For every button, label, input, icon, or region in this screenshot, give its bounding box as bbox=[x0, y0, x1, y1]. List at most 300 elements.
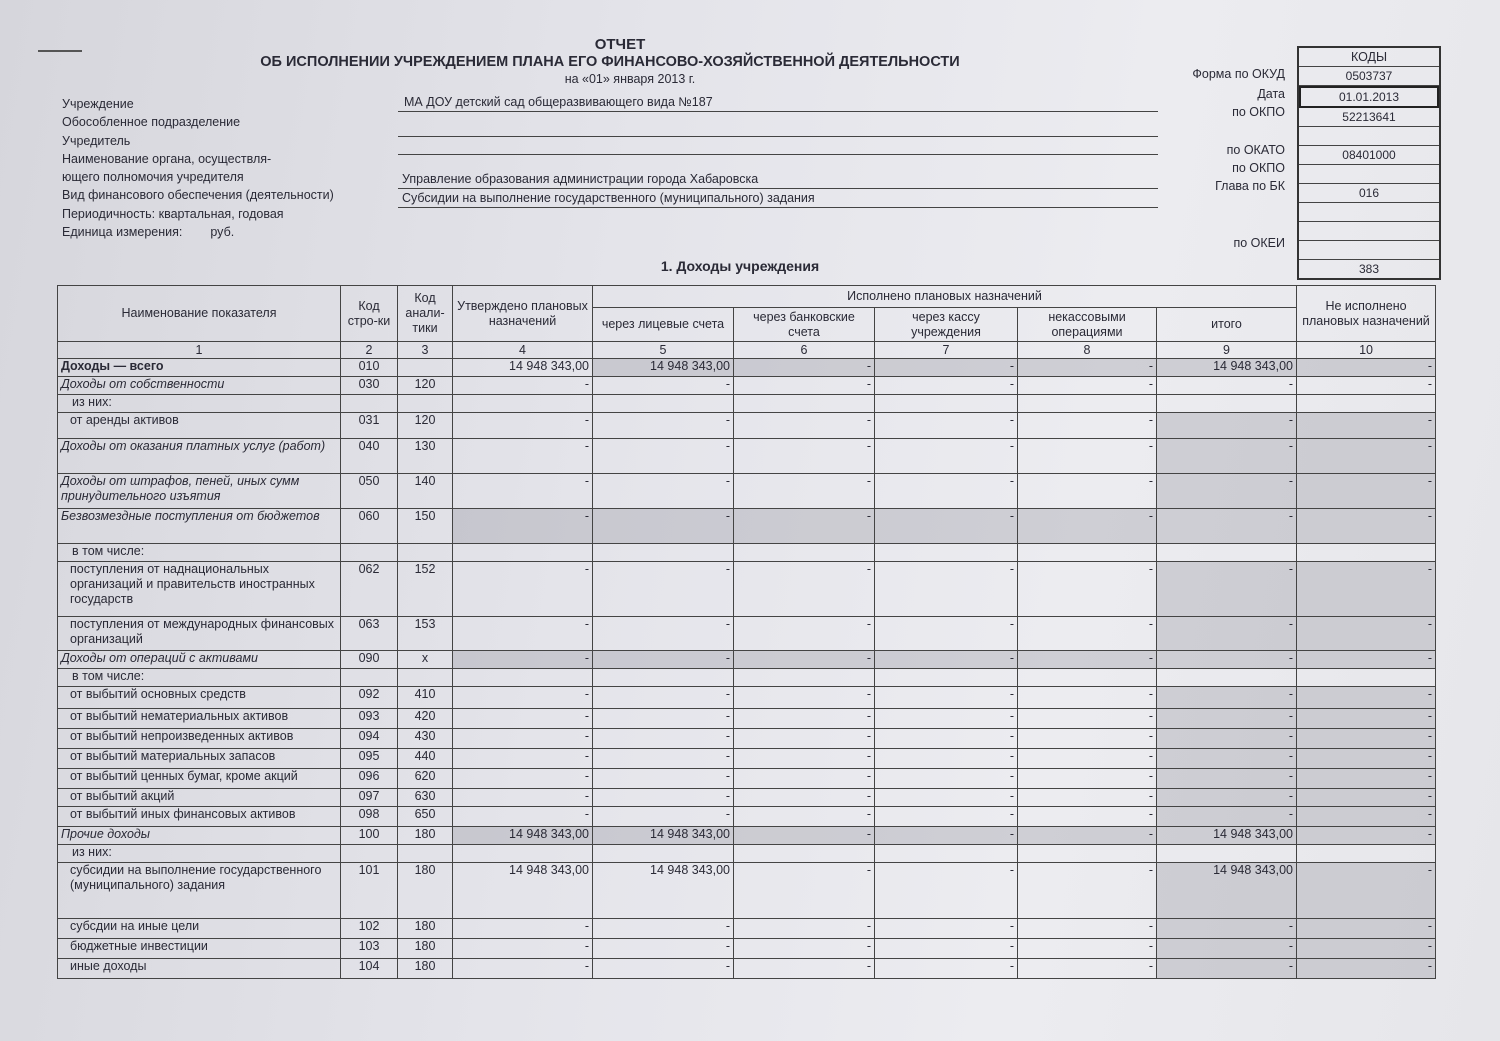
row-via-cash: - bbox=[875, 939, 1018, 959]
row-approved bbox=[453, 845, 593, 863]
meta-label: Периодичность: квартальная, годовая bbox=[62, 206, 284, 221]
row-via-personal: - bbox=[593, 769, 734, 789]
meta-label: Вид финансового обеспечения (деятельности) bbox=[62, 188, 334, 203]
row-approved: - bbox=[453, 919, 593, 939]
row-via-bank: - bbox=[734, 807, 875, 827]
row-via-personal: 14 948 343,00 bbox=[593, 827, 734, 845]
row-via-bank bbox=[734, 845, 875, 863]
code-okato: 08401000 bbox=[1299, 146, 1439, 165]
row-analytics-code: 180 bbox=[398, 863, 453, 919]
row-not-executed: - bbox=[1297, 651, 1436, 669]
row-via-bank: - bbox=[734, 617, 875, 651]
row-code: 031 bbox=[341, 413, 398, 439]
row-via-personal: - bbox=[593, 729, 734, 749]
meta-label: ющего полномочия учредителя bbox=[62, 170, 244, 185]
row-name: от выбытий основных средств bbox=[58, 687, 341, 709]
founder-authority-value: Управление образования администрации города Хабаровска bbox=[402, 172, 759, 186]
row-approved: - bbox=[453, 509, 593, 544]
code-empty bbox=[1299, 222, 1439, 241]
row-approved: - bbox=[453, 687, 593, 709]
table-row bbox=[58, 509, 1436, 544]
unit-row bbox=[62, 223, 334, 241]
row-via-bank: - bbox=[734, 651, 875, 669]
row-via-personal: - bbox=[593, 617, 734, 651]
row-noncash: - bbox=[1018, 474, 1157, 509]
row-name: поступления от наднациональных организаций и правительств иностранных государств bbox=[58, 562, 341, 617]
row-not-executed: - bbox=[1297, 474, 1436, 509]
row-not-executed bbox=[1297, 395, 1436, 413]
row-via-cash: - bbox=[875, 789, 1018, 807]
row-approved: 14 948 343,00 bbox=[453, 827, 593, 845]
row-via-cash bbox=[875, 845, 1018, 863]
row-via-cash: - bbox=[875, 359, 1018, 377]
row-code: 100 bbox=[341, 827, 398, 845]
row-approved: - bbox=[453, 562, 593, 617]
row-name: субсидии на выполнение государственного (муниципального) задания bbox=[58, 863, 341, 919]
row-total: - bbox=[1157, 939, 1297, 959]
row-analytics-code: 410 bbox=[398, 687, 453, 709]
row-via-bank: - bbox=[734, 769, 875, 789]
row-code: 103 bbox=[341, 939, 398, 959]
row-approved: - bbox=[453, 749, 593, 769]
row-noncash: - bbox=[1018, 413, 1157, 439]
row-code bbox=[341, 544, 398, 562]
row-not-executed: - bbox=[1297, 359, 1436, 377]
code-okei: 383 bbox=[1358, 262, 1380, 276]
row-analytics-code: 180 bbox=[398, 919, 453, 939]
row-approved: - bbox=[453, 769, 593, 789]
table-row bbox=[58, 749, 1436, 769]
report-subtitle: ОБ ИСПОЛНЕНИИ УЧРЕЖДЕНИЕМ ПЛАНА ЕГО ФИНАНСОВО-ХОЗЯЙСТВЕННОЙ ДЕЯТЕЛЬНОСТИ bbox=[260, 54, 960, 70]
table-row bbox=[58, 687, 1436, 709]
row-noncash: - bbox=[1018, 789, 1157, 807]
row-via-bank: - bbox=[734, 919, 875, 939]
row-approved: - bbox=[453, 959, 593, 979]
row-analytics-code: 180 bbox=[398, 939, 453, 959]
finance-type-line bbox=[398, 191, 1158, 208]
table-row bbox=[58, 709, 1436, 729]
row-name: от выбытий нематериальных активов bbox=[58, 709, 341, 729]
row-via-bank: - bbox=[734, 687, 875, 709]
row-code bbox=[341, 395, 398, 413]
row-not-executed: - bbox=[1297, 807, 1436, 827]
code-label-glava-bk: Глава по БК bbox=[1215, 179, 1285, 193]
row-code bbox=[341, 845, 398, 863]
row-via-cash: - bbox=[875, 827, 1018, 845]
row-via-bank: - bbox=[734, 939, 875, 959]
row-code bbox=[341, 669, 398, 687]
row-via-cash: - bbox=[875, 413, 1018, 439]
table-row bbox=[58, 439, 1436, 474]
row-analytics-code bbox=[398, 395, 453, 413]
row-via-personal bbox=[593, 395, 734, 413]
code-label-okpo2: по ОКПО bbox=[1232, 161, 1285, 175]
row-code: 104 bbox=[341, 959, 398, 979]
row-approved: - bbox=[453, 939, 593, 959]
row-not-executed: - bbox=[1297, 509, 1436, 544]
code-label-okato: по ОКАТО bbox=[1226, 143, 1285, 157]
code-empty bbox=[1299, 241, 1439, 260]
report-date-line: на «01» января 2013 г. bbox=[564, 72, 696, 86]
row-approved: - bbox=[453, 709, 593, 729]
table-row bbox=[58, 939, 1436, 959]
row-noncash: - bbox=[1018, 959, 1157, 979]
row-not-executed: - bbox=[1297, 413, 1436, 439]
table-row bbox=[58, 669, 1436, 687]
row-total: - bbox=[1157, 769, 1297, 789]
row-total: 14 948 343,00 bbox=[1157, 359, 1297, 377]
row-via-bank: - bbox=[734, 377, 875, 395]
row-via-personal bbox=[593, 845, 734, 863]
row-approved bbox=[453, 669, 593, 687]
row-code: 090 bbox=[341, 651, 398, 669]
section-title: 1. Доходы учреждения bbox=[660, 258, 820, 274]
row-via-cash: - bbox=[875, 617, 1018, 651]
row-not-executed: - bbox=[1297, 789, 1436, 807]
row-analytics-code: 650 bbox=[398, 807, 453, 827]
row-approved: - bbox=[453, 617, 593, 651]
row-noncash: - bbox=[1018, 919, 1157, 939]
table-row bbox=[58, 474, 1436, 509]
row-via-personal: - bbox=[593, 377, 734, 395]
row-name: поступления от международных финансовых организаций bbox=[58, 617, 341, 651]
row-via-cash: - bbox=[875, 749, 1018, 769]
header-via-bank: через банковские счета bbox=[734, 308, 875, 342]
meta-labels bbox=[62, 95, 334, 241]
row-via-bank: - bbox=[734, 439, 875, 474]
table-row bbox=[58, 562, 1436, 617]
row-name: от выбытий материальных запасов bbox=[58, 749, 341, 769]
code-empty bbox=[1299, 203, 1439, 222]
table-row bbox=[58, 413, 1436, 439]
table-body bbox=[58, 359, 1436, 979]
row-noncash: - bbox=[1018, 807, 1157, 827]
row-analytics-code: x bbox=[398, 651, 453, 669]
row-total: - bbox=[1157, 749, 1297, 769]
row-via-cash bbox=[875, 669, 1018, 687]
row-not-executed bbox=[1297, 669, 1436, 687]
row-analytics-code: 152 bbox=[398, 562, 453, 617]
row-total: - bbox=[1157, 474, 1297, 509]
row-analytics-code: 180 bbox=[398, 959, 453, 979]
row-noncash: - bbox=[1018, 687, 1157, 709]
row-name: Прочие доходы bbox=[58, 827, 341, 845]
row-via-bank: - bbox=[734, 863, 875, 919]
row-not-executed: - bbox=[1297, 959, 1436, 979]
code-label-okud: Форма по ОКУД bbox=[1192, 67, 1285, 81]
row-name: от выбытий ценных бумаг, кроме акций bbox=[58, 769, 341, 789]
row-not-executed: - bbox=[1297, 749, 1436, 769]
row-not-executed: - bbox=[1297, 439, 1436, 474]
code-date: 01.01.2013 bbox=[1299, 86, 1439, 108]
row-code: 096 bbox=[341, 769, 398, 789]
row-via-personal: - bbox=[593, 687, 734, 709]
row-via-cash: - bbox=[875, 919, 1018, 939]
row-via-cash: - bbox=[875, 959, 1018, 979]
row-code: 050 bbox=[341, 474, 398, 509]
row-noncash: - bbox=[1018, 749, 1157, 769]
column-numbers-row bbox=[58, 342, 1436, 359]
row-via-personal bbox=[593, 669, 734, 687]
row-name: Доходы от собственности bbox=[58, 377, 341, 395]
finance-type-value: Субсидии на выполнение государственного (муниципального) задания bbox=[402, 191, 815, 205]
row-via-personal: - bbox=[593, 709, 734, 729]
code-empty bbox=[1299, 127, 1439, 146]
row-code: 010 bbox=[341, 359, 398, 377]
code-okpo2 bbox=[1299, 165, 1439, 184]
row-via-bank: - bbox=[734, 509, 875, 544]
row-name: от выбытий непроизведенных активов bbox=[58, 729, 341, 749]
row-code: 040 bbox=[341, 439, 398, 474]
row-total bbox=[1157, 395, 1297, 413]
row-noncash: - bbox=[1018, 769, 1157, 789]
row-via-personal bbox=[593, 544, 734, 562]
header-executed: Исполнено плановых назначений bbox=[593, 286, 1297, 308]
report-title: ОТЧЕТ bbox=[594, 36, 646, 53]
row-via-bank: - bbox=[734, 789, 875, 807]
row-noncash bbox=[1018, 395, 1157, 413]
row-total: - bbox=[1157, 687, 1297, 709]
row-total: - bbox=[1157, 729, 1297, 749]
row-approved: - bbox=[453, 729, 593, 749]
row-noncash: - bbox=[1018, 439, 1157, 474]
row-noncash bbox=[1018, 669, 1157, 687]
row-name: субсдии на иные цели bbox=[58, 919, 341, 939]
row-via-cash: - bbox=[875, 439, 1018, 474]
row-total: - bbox=[1157, 919, 1297, 939]
row-code: 063 bbox=[341, 617, 398, 651]
header-total: итого bbox=[1157, 308, 1297, 342]
row-total: - bbox=[1157, 651, 1297, 669]
row-not-executed: - bbox=[1297, 562, 1436, 617]
row-noncash: - bbox=[1018, 562, 1157, 617]
row-noncash: - bbox=[1018, 617, 1157, 651]
codes-box bbox=[1297, 46, 1441, 280]
table-row bbox=[58, 827, 1436, 845]
row-not-executed bbox=[1297, 845, 1436, 863]
col-number: 10 bbox=[1297, 342, 1436, 359]
row-noncash: - bbox=[1018, 939, 1157, 959]
row-name: от аренды активов bbox=[58, 413, 341, 439]
row-noncash: - bbox=[1018, 509, 1157, 544]
row-total: - bbox=[1157, 413, 1297, 439]
table-row bbox=[58, 845, 1436, 863]
row-via-cash: - bbox=[875, 474, 1018, 509]
row-noncash: - bbox=[1018, 709, 1157, 729]
table-row bbox=[58, 377, 1436, 395]
row-approved bbox=[453, 395, 593, 413]
row-total: 14 948 343,00 bbox=[1157, 863, 1297, 919]
row-via-bank: - bbox=[734, 359, 875, 377]
row-analytics-code bbox=[398, 544, 453, 562]
row-code: 094 bbox=[341, 729, 398, 749]
row-analytics-code: 620 bbox=[398, 769, 453, 789]
row-name: из них: bbox=[58, 395, 341, 413]
row-approved bbox=[453, 544, 593, 562]
row-via-bank: - bbox=[734, 413, 875, 439]
table-row bbox=[58, 769, 1436, 789]
table-row bbox=[58, 919, 1436, 939]
header-via-cash: через кассу учреждения bbox=[875, 308, 1018, 342]
row-approved: - bbox=[453, 413, 593, 439]
row-code: 101 bbox=[341, 863, 398, 919]
col-number: 9 bbox=[1157, 342, 1297, 359]
header-approved: Утверждено плановых назначений bbox=[453, 286, 593, 342]
founder-authority-line bbox=[398, 172, 1158, 189]
row-via-bank bbox=[734, 544, 875, 562]
row-analytics-code: 180 bbox=[398, 827, 453, 845]
row-code: 092 bbox=[341, 687, 398, 709]
row-noncash: - bbox=[1018, 377, 1157, 395]
table-row bbox=[58, 807, 1436, 827]
row-not-executed: - bbox=[1297, 863, 1436, 919]
row-via-cash: - bbox=[875, 687, 1018, 709]
row-total: - bbox=[1157, 807, 1297, 827]
row-via-bank bbox=[734, 669, 875, 687]
row-name: из них: bbox=[58, 845, 341, 863]
codes-header: КОДЫ bbox=[1299, 48, 1439, 67]
col-number: 6 bbox=[734, 342, 875, 359]
row-via-cash: - bbox=[875, 377, 1018, 395]
col-number: 7 bbox=[875, 342, 1018, 359]
col-number: 2 bbox=[341, 342, 398, 359]
row-noncash: - bbox=[1018, 729, 1157, 749]
unit-label: Единица измерения: bbox=[62, 225, 183, 240]
row-code: 098 bbox=[341, 807, 398, 827]
corner-mark bbox=[38, 50, 82, 52]
meta-label: Учредитель bbox=[62, 133, 131, 148]
code-label-okei: по ОКЕИ bbox=[1233, 236, 1285, 250]
row-via-bank: - bbox=[734, 959, 875, 979]
row-via-bank: - bbox=[734, 827, 875, 845]
row-via-cash bbox=[875, 544, 1018, 562]
header-via-personal: через лицевые счета bbox=[593, 308, 734, 342]
row-not-executed: - bbox=[1297, 617, 1436, 651]
row-total bbox=[1157, 845, 1297, 863]
row-via-personal: - bbox=[593, 509, 734, 544]
meta-label: Учреждение bbox=[62, 97, 134, 111]
row-via-cash: - bbox=[875, 709, 1018, 729]
row-code: 060 bbox=[341, 509, 398, 544]
row-via-bank: - bbox=[734, 749, 875, 769]
header-row-code: Код стро-ки bbox=[341, 286, 398, 342]
row-via-personal: - bbox=[593, 959, 734, 979]
row-name: Доходы от штрафов, пеней, иных сумм принудительного изъятия bbox=[58, 474, 341, 509]
unit-value: руб. bbox=[210, 225, 235, 240]
row-noncash bbox=[1018, 845, 1157, 863]
table-row bbox=[58, 651, 1436, 669]
table-row bbox=[58, 863, 1436, 919]
row-not-executed bbox=[1297, 544, 1436, 562]
row-via-personal: - bbox=[593, 789, 734, 807]
col-number: 3 bbox=[398, 342, 453, 359]
row-via-personal: - bbox=[593, 562, 734, 617]
row-total: - bbox=[1157, 617, 1297, 651]
row-code: 030 bbox=[341, 377, 398, 395]
row-not-executed: - bbox=[1297, 687, 1436, 709]
row-analytics-code: 150 bbox=[398, 509, 453, 544]
row-not-executed: - bbox=[1297, 939, 1436, 959]
meta-label: Обособленное подразделение bbox=[62, 115, 241, 130]
row-code: 097 bbox=[341, 789, 398, 807]
row-noncash: - bbox=[1018, 863, 1157, 919]
row-via-bank: - bbox=[734, 562, 875, 617]
row-analytics-code bbox=[398, 845, 453, 863]
code-glava-bk: 016 bbox=[1299, 184, 1439, 203]
row-noncash: - bbox=[1018, 651, 1157, 669]
row-via-cash: - bbox=[875, 863, 1018, 919]
row-total: - bbox=[1157, 377, 1297, 395]
row-approved: - bbox=[453, 789, 593, 807]
row-analytics-code: 440 bbox=[398, 749, 453, 769]
table-row bbox=[58, 789, 1436, 807]
row-name: бюджетные инвестиции bbox=[58, 939, 341, 959]
row-via-personal: - bbox=[593, 919, 734, 939]
row-via-cash: - bbox=[875, 769, 1018, 789]
row-via-personal: - bbox=[593, 413, 734, 439]
institution-line bbox=[398, 95, 1158, 112]
row-via-cash: - bbox=[875, 562, 1018, 617]
row-noncash: - bbox=[1018, 827, 1157, 845]
row-total: - bbox=[1157, 439, 1297, 474]
row-analytics-code: 140 bbox=[398, 474, 453, 509]
table-row bbox=[58, 359, 1436, 377]
row-total bbox=[1157, 544, 1297, 562]
row-total: - bbox=[1157, 509, 1297, 544]
row-via-personal: 14 948 343,00 bbox=[593, 359, 734, 377]
row-approved: 14 948 343,00 bbox=[453, 359, 593, 377]
row-not-executed: - bbox=[1297, 919, 1436, 939]
row-noncash: - bbox=[1018, 359, 1157, 377]
row-name: Доходы — всего bbox=[58, 359, 341, 377]
row-analytics-code: 420 bbox=[398, 709, 453, 729]
row-not-executed: - bbox=[1297, 729, 1436, 749]
code-label-okpo: по ОКПО bbox=[1232, 105, 1285, 119]
row-via-personal: - bbox=[593, 749, 734, 769]
row-analytics-code: 120 bbox=[398, 413, 453, 439]
row-name: иные доходы bbox=[58, 959, 341, 979]
row-total: - bbox=[1157, 562, 1297, 617]
row-total: - bbox=[1157, 789, 1297, 807]
founder-line bbox=[398, 138, 1158, 155]
col-number: 1 bbox=[58, 342, 341, 359]
row-via-personal: - bbox=[593, 651, 734, 669]
row-not-executed: - bbox=[1297, 769, 1436, 789]
header-noncash: некассовыми операциями bbox=[1018, 308, 1157, 342]
row-via-bank bbox=[734, 395, 875, 413]
row-name: Безвозмездные поступления от бюджетов bbox=[58, 509, 341, 544]
row-total: - bbox=[1157, 959, 1297, 979]
header-name: Наименование показателя bbox=[58, 286, 341, 342]
table-row bbox=[58, 959, 1436, 979]
row-analytics-code: 120 bbox=[398, 377, 453, 395]
row-name: в том числе: bbox=[58, 544, 341, 562]
row-via-personal: - bbox=[593, 939, 734, 959]
row-code: 062 bbox=[341, 562, 398, 617]
col-number: 8 bbox=[1018, 342, 1157, 359]
row-analytics-code bbox=[398, 669, 453, 687]
row-analytics-code bbox=[398, 359, 453, 377]
row-approved: - bbox=[453, 651, 593, 669]
subdivision-line bbox=[398, 120, 1158, 137]
income-table bbox=[57, 285, 1436, 979]
row-approved: - bbox=[453, 474, 593, 509]
row-via-personal: - bbox=[593, 474, 734, 509]
meta-label: Наименование органа, осуществля- bbox=[62, 151, 272, 166]
row-approved: - bbox=[453, 439, 593, 474]
row-code: 093 bbox=[341, 709, 398, 729]
table-row bbox=[58, 544, 1436, 562]
